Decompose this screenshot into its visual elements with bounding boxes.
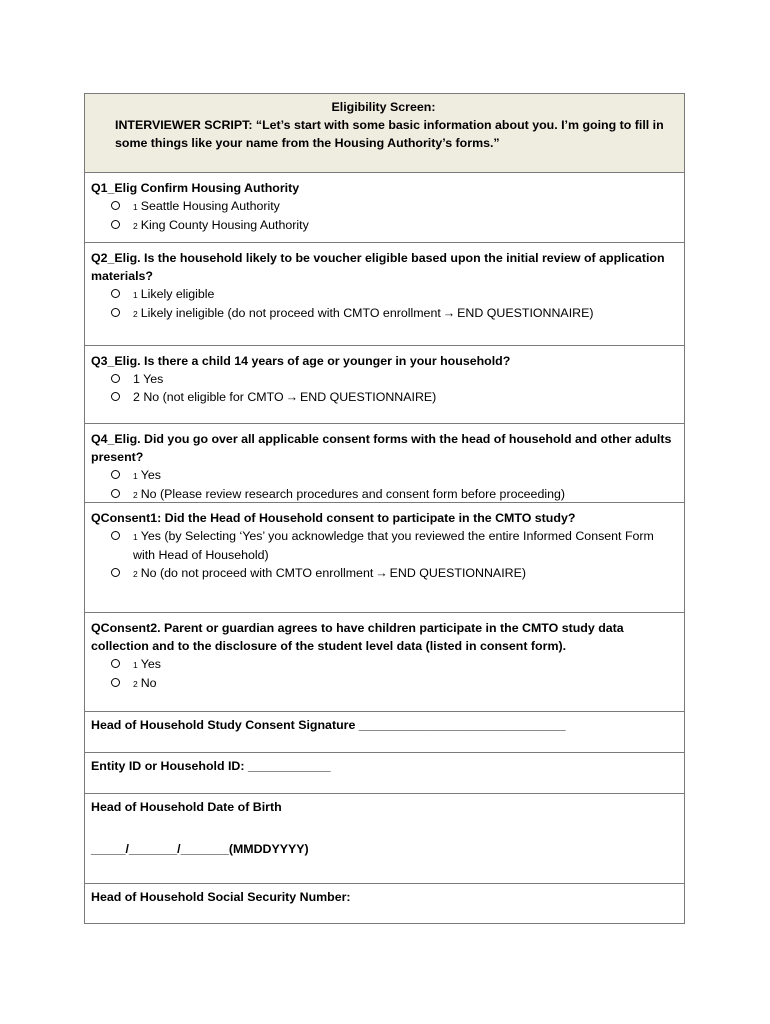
dob-field[interactable]: _____/_______/_______(MMDDYYYY) xyxy=(91,842,309,856)
option-number: 2 xyxy=(133,679,138,689)
entity-id-section xyxy=(85,752,684,793)
arrow-right-icon: → xyxy=(285,390,298,404)
radio-icon[interactable] xyxy=(111,392,120,401)
radio-icon[interactable] xyxy=(111,568,120,577)
question-text: QConsent2. Parent or guardian agrees to have children participate in the CMTO study data collection and to the disclosure of the student level data (listed in consent form). xyxy=(91,621,624,653)
option-number: 2 xyxy=(133,309,138,319)
ssn-section xyxy=(85,883,684,923)
option-label: King County Housing Authority xyxy=(140,218,309,232)
ssn-field[interactable]: Head of Household Social Security Number: xyxy=(91,890,351,904)
form-title: Eligibility Screen: xyxy=(331,100,436,114)
radio-icon[interactable] xyxy=(111,659,120,668)
form-header xyxy=(85,94,684,172)
option-label: 2 No (not eligible for CMTO xyxy=(133,390,284,404)
radio-option[interactable] xyxy=(91,674,676,693)
eligibility-form xyxy=(84,93,685,924)
dob-section xyxy=(85,793,684,883)
radio-option[interactable] xyxy=(91,466,676,485)
radio-icon[interactable] xyxy=(111,489,120,498)
option-label: Yes xyxy=(140,468,161,482)
radio-option[interactable] xyxy=(91,197,676,216)
arrow-right-icon: → xyxy=(442,306,456,320)
option-label: No xyxy=(140,676,157,690)
entity-id-field[interactable]: Entity ID or Household ID: ____________ xyxy=(91,759,331,773)
question-q2 xyxy=(85,242,684,345)
radio-icon[interactable] xyxy=(111,678,120,687)
question-text: Q3_Elig. Is there a child 14 years of age or younger in your household? xyxy=(91,354,511,368)
radio-icon[interactable] xyxy=(111,470,120,479)
radio-icon[interactable] xyxy=(111,308,120,317)
option-label: No (Please review research procedures and consent form before proceeding) xyxy=(140,487,565,501)
option-suffix: END QUESTIONNAIRE) xyxy=(299,390,437,404)
radio-icon[interactable] xyxy=(111,201,120,210)
radio-icon[interactable] xyxy=(111,531,120,540)
option-label: Yes (by Selecting ‘Yes’ you acknowledge that you reviewed the entire Informed Consent Form with Head of Household) xyxy=(133,529,654,562)
question-q3 xyxy=(85,345,684,423)
option-label: No (do not proceed with CMTO enrollment xyxy=(140,566,374,580)
arrow-right-icon: → xyxy=(375,566,388,580)
radio-option[interactable] xyxy=(91,304,676,323)
radio-option[interactable] xyxy=(91,370,676,388)
option-label: Likely eligible xyxy=(140,287,215,301)
option-number: 1 xyxy=(133,532,138,542)
dob-label: Head of Household Date of Birth xyxy=(91,800,282,814)
question-consent1 xyxy=(85,502,684,612)
radio-option[interactable] xyxy=(91,655,676,674)
question-text: Q4_Elig. Did you go over all applicable consent forms with the head of household and other adults present? xyxy=(91,432,672,464)
question-consent2 xyxy=(85,612,684,711)
radio-option[interactable] xyxy=(91,285,676,304)
question-text: QConsent1: Did the Head of Household consent to participate in the CMTO study? xyxy=(91,511,576,525)
option-suffix: END QUESTIONNAIRE) xyxy=(389,566,526,580)
question-q4 xyxy=(85,423,684,502)
option-number: 1 xyxy=(133,290,138,300)
question-text: Q2_Elig. Is the household likely to be voucher eligible based upon the initial review of application materials? xyxy=(91,251,665,283)
radio-option[interactable] xyxy=(91,527,676,564)
option-number: 1 xyxy=(133,660,138,670)
question-q1 xyxy=(85,172,684,242)
option-label: 1 Yes xyxy=(133,372,164,386)
option-label: Yes xyxy=(140,657,161,671)
option-suffix: END QUESTIONNAIRE) xyxy=(457,306,594,320)
option-number: 2 xyxy=(133,490,138,500)
option-number: 2 xyxy=(133,221,138,231)
option-number: 1 xyxy=(133,471,138,481)
radio-option[interactable] xyxy=(91,564,676,583)
radio-option[interactable] xyxy=(91,216,676,235)
option-label: Likely ineligible (do not proceed with CMTO enrollment xyxy=(140,306,441,320)
radio-icon[interactable] xyxy=(111,220,120,229)
question-text: Q1_Elig Confirm Housing Authority xyxy=(91,181,300,195)
option-number: 1 xyxy=(133,202,138,212)
interviewer-script: INTERVIEWER SCRIPT: “Let’s start with some basic information about you. I’m going to fill in some things like your name from the Housing Authority’s forms.” xyxy=(115,118,664,150)
signature-section xyxy=(85,711,684,752)
radio-icon[interactable] xyxy=(111,289,120,298)
signature-field[interactable]: Head of Household Study Consent Signature ______________________________ xyxy=(91,718,566,732)
option-number: 2 xyxy=(133,569,138,579)
radio-option[interactable] xyxy=(91,388,676,406)
radio-icon[interactable] xyxy=(111,374,120,383)
option-label: Seattle Housing Authority xyxy=(140,199,280,213)
